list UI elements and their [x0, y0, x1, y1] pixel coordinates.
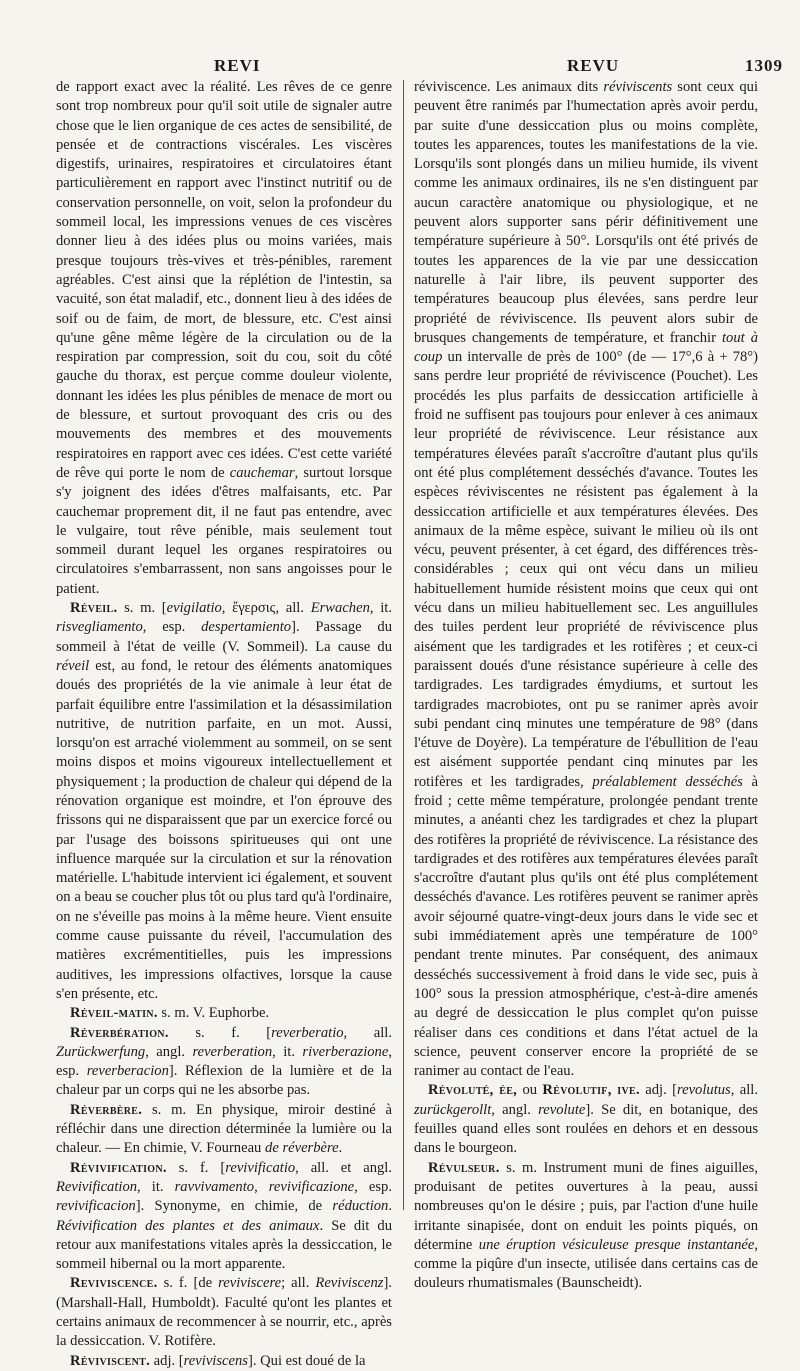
- left-column: [56, 78, 392, 1371]
- text-run: , all.: [343, 1024, 392, 1041]
- text-run: , all. et angl.: [295, 1159, 392, 1176]
- entry-headword: Reviviscence.: [70, 1275, 158, 1292]
- entry-headword: Réviviscent.: [70, 1352, 151, 1369]
- text-run: ,: [254, 1178, 269, 1195]
- italic-term: de réverbère: [265, 1140, 339, 1157]
- running-head-right: REVU: [567, 56, 620, 75]
- text-run: , ἔγερσις, all.: [221, 600, 311, 617]
- dictionary-entry: [56, 599, 392, 1004]
- dictionary-entry: [56, 1352, 392, 1371]
- text-run: , angl.: [491, 1101, 539, 1118]
- text-run: , it.: [272, 1043, 303, 1060]
- dictionary-entry: [414, 1159, 758, 1294]
- italic-term: evigilatio: [166, 600, 222, 617]
- italic-term: revolutus: [676, 1082, 731, 1099]
- text-run: s. f. [: [166, 1159, 226, 1176]
- right-column: [414, 78, 758, 1294]
- text-run: ou: [517, 1082, 543, 1099]
- text-run: sont ceux qui peuvent être ranimés par l'humectation après avoir perdu, par suite d'une dessiccation plus ou moins complète, toutes les apparences, toutes les manifestations de la vie. Lorsqu'ils sont plongés dans un milieu humide, ils vivent comme les animaux ordinaires, ils ne s'en distinguent par aucun caractère anatomique ou physiologique, et ne peuvent alors supporter sans périr définitivement une température supérieure à 50°. Lorsqu'ils ont été privés de toutes les apparences de la vie par une dessiccation naturelle à l'air libre, ils peuvent supporter des températures beaucoup plus élevées, sans perdre leur propriété de réviviscence. Ils peuvent alors subir de brusques changements de température, et franchir: [414, 79, 758, 346]
- text-run: s. m. En physique, miroir destiné à réfléchir dans une direction déterminée la lumière ou la chaleur. — En chimie, V. Fourneau: [56, 1101, 392, 1157]
- italic-term: cauchemar: [229, 464, 295, 481]
- text-run: s. m. [: [117, 600, 167, 617]
- text-run: , esp.: [142, 619, 202, 636]
- text-run: , angl.: [145, 1043, 193, 1060]
- dictionary-entry: [56, 1101, 392, 1159]
- text-run: , all.: [730, 1082, 758, 1099]
- italic-term: Zurückwerfung: [56, 1043, 146, 1060]
- text-run: ]. Qui est doué de la: [247, 1352, 366, 1369]
- entry-headword: Réveil-matin.: [70, 1005, 158, 1022]
- paragraph: [414, 78, 758, 1081]
- text-run: s. m. Instrument muni de fines aiguilles, produisant de petites ouvertures à la peau, aussi nombreuses qu'on le désire ; puis, par l'action d'une huile irritante sinapisée, dont on enduit les points piqués, on détermine: [414, 1159, 758, 1253]
- text-run: , it.: [137, 1178, 175, 1195]
- italic-term: reverberatio: [271, 1024, 344, 1041]
- italic-term: riverberazione: [302, 1043, 389, 1060]
- page-number: 1309: [745, 56, 783, 75]
- text-run: s. f. [: [168, 1024, 272, 1041]
- paragraph: [56, 78, 392, 599]
- dictionary-entry: [56, 1024, 392, 1101]
- italic-term: préalablement desséchés: [592, 773, 743, 790]
- entry-headword: Réverbère.: [70, 1101, 143, 1118]
- text-run: ]. (Marshall-Hall, Humboldt). Faculté qu'ont les plantes et certains animaux de recommencer à se nourrir, etc., après la dessiccation. V. Rotifère.: [56, 1275, 392, 1350]
- italic-term: revivificacion: [56, 1198, 136, 1215]
- text-run: ]. Passage du sommeil à l'état de veille (V. Sommeil). La cause du: [56, 619, 392, 655]
- italic-term: Erwachen: [310, 600, 370, 617]
- running-head-left: REVI: [214, 56, 261, 75]
- text-run: , surtout lorsque s'y joignent des idées d'êtres malfaisants, etc. Par cauchemar proprement dit, il ne faut pas entendre, avec le vulgaire, tout rêve pénible, mais seulement tout sommeil durant lequel les organes respiratoires ou circulatoires s'embarrassent, non sans angoisses pour le patient.: [56, 464, 392, 597]
- text-run: ]. Synonyme, en chimie, de: [135, 1198, 333, 1215]
- text-run: , esp.: [56, 1043, 392, 1080]
- text-run: ]. Réflexion de la lumière et de la chaleur par un corps qui ne les absorbe pas.: [56, 1063, 392, 1099]
- italic-term: reverberation: [192, 1043, 273, 1060]
- italic-term: reviviscere: [218, 1275, 282, 1292]
- italic-term: zurückgerollt: [414, 1101, 492, 1118]
- text-run: s. f. [de: [157, 1275, 219, 1292]
- italic-term: revivificatio: [225, 1159, 296, 1176]
- italic-term: Reviviscenz: [315, 1275, 384, 1292]
- italic-term: Revivification: [56, 1178, 138, 1195]
- dictionary-entry: [414, 1081, 758, 1158]
- italic-term: ravvivamento: [174, 1178, 255, 1195]
- italic-term: reviviscens: [183, 1352, 248, 1369]
- text-run: ; all.: [281, 1275, 316, 1292]
- entry-headword: Révolutif, ive.: [542, 1082, 640, 1099]
- column-rule: [403, 80, 404, 1210]
- dictionary-entry: [56, 1004, 392, 1023]
- text-run: est, au fond, le retour des éléments anatomiques doués des propriétés de la vie animale à leur état de parfait équilibre entre l'assimilation et la désassimilation nutritive, de nutrition parfaite, en un mot. Aussi, lorsqu'on est arraché violemment au sommeil, on se sent moins dispos et moins vigoureux intellectuellement et physiquement ; la production de chaleur qui dépend de la rénovation organique est moindre, et l'on éprouve des frissons qui ne disparaissent que par un exercice forcé ou par l'usage des boissons spiritueuses qui ont une influence marquée sur la circulation et sur la rénovation matérielle. L'habitude intervient ici également, et souvent on a beau se coucher plus tôt ou plus tard qu'à l'ordinaire, on ne s'éveille pas moins à la même heure. Vient ensuite comme cause puissante du réveil, l'accumulation des matières excrémentitielles, puis les impressions auditives, les impressions olfactives, lorsque la cause s'en présente, etc.: [56, 657, 392, 1002]
- text-run: .: [338, 1140, 343, 1157]
- italic-term: réviviscents: [603, 79, 673, 95]
- italic-term: despertamiento: [201, 619, 292, 636]
- entry-headword: Révivification.: [70, 1159, 167, 1176]
- text-run: à froid ; cette même température, prolongée pendant trente minutes, a anéanti chez les tardigrades et chez la plupart des rotifères la propriété de réviviscence. La résistance des tardigrades et des rotifères aux températures élevées paraît s'accroître d'autant plus qu'ils ont été plus complétement desséchés d'avance. Les rotifères peuvent se ranimer après avoir séjourné quatre-vingt-deux jours dans le vide sec et subi immédiatement après une température de 100° pendant trente minutes. Par conséquent, des animaux desséchés successivement à froid dans le vide sec, puis à 100° sous la pression atmosphérique, c'est-à-dire amenés au degré de dessiccation le plus complet qu'on puisse réaliser dans ces conditions et dans l'état actuel de la science, peuvent conserver encore la propriété de se ranimer au contact de l'eau.: [414, 773, 758, 1080]
- italic-term: reverberacion: [86, 1063, 169, 1080]
- text-run: .: [388, 1198, 392, 1215]
- entry-headword: Révoluté, ée,: [428, 1082, 518, 1099]
- entry-headword: Réveil.: [70, 600, 118, 617]
- text-run: . Se dit du retour aux manifestations vitales après la dessiccation, le sommeil hibernal ou la mort apparente.: [56, 1217, 393, 1273]
- text-run: de rapport exact avec la réalité. Les rêves de ce genre sont trop nombreux pour qu'il soit utile de signaler autre chose que le lien organique de ces actes de sensibilité, de pensée et de contractions viscérales. Les viscères digestifs, urinaires, respiratoires et circulatoires étant particulièrement en rapport avec l'instinct nutritif ou de conservation personnelle, on voit, selon la profondeur du sommeil local, les impressions venues de ces viscères donner lieu à des idées plus ou moins variées, mais presque toujours très-vives et très-pénibles, rarement agréables. C'est ainsi que la réplétion de l'intestin, sa vacuité, son état maladif, etc., donnent lieu à des idées de soif ou de faim, de mort, de blessure, etc. C'est ainsi qu'une gêne même légère de la circulation ou de la respiration par compression, soit du cou, soit du côté gauche du thorax, est perçue comme douleur violente, donnant les idées les plus pénibles de menace de mort ou de blessure, et surtout provoquant des cris ou des mouvements des membres et des mouvements respiratoires en rapport avec ces idées. C'est cette variété de rêve qui porte le nom de: [56, 79, 392, 481]
- text-run: s. m. V. Euphorbe.: [157, 1005, 270, 1022]
- dictionary-entry: [56, 1274, 392, 1351]
- entry-headword: Révulseur.: [428, 1159, 500, 1176]
- text-run: , comme la piqûre d'un insecte, utilisée dans certains cas de douleurs rhumatismales (Baunscheidt).: [414, 1236, 758, 1292]
- italic-term: Révivification des plantes et des animaux: [56, 1217, 320, 1234]
- italic-term: risvegliamento: [56, 619, 143, 636]
- italic-term: une éruption vésiculeuse presque instantanée: [478, 1236, 755, 1253]
- text-run: adj. [: [639, 1082, 677, 1099]
- text-run: réviviscence. Les animaux dits: [414, 79, 604, 95]
- text-run: ]. Se dit, en botanique, des feuilles quand elles sont roulées en dehors et en dessous dans le bourgeon.: [414, 1101, 758, 1157]
- italic-term: tout à coup: [414, 329, 758, 366]
- italic-term: réduction: [332, 1198, 389, 1215]
- text-run: , it.: [369, 600, 392, 617]
- text-run: adj. [: [150, 1352, 184, 1369]
- italic-term: revivificazione: [268, 1178, 355, 1195]
- text-run: , esp.: [354, 1178, 393, 1195]
- italic-term: revolute: [538, 1101, 586, 1118]
- dictionary-entry: [56, 1159, 392, 1275]
- italic-term: réveil: [56, 657, 90, 674]
- text-run: un intervalle de près de 100° (de — 17°,6 à + 78°) sans perdre leur propriété de réviviscence (Pouchet). Les procédés les plus parfaits de dessiccation artificielle à froid ne suffisent pas toujours pour enlever à ces animaux leur propriété de réviviscence. Leur résistance aux températures élevées paraît s'accroître d'autant plus qu'ils ont été plus complétement desséchés d'avance. Toutes les espèces réviviscentes ne résistent pas également à la dessiccation artificielle et aux températures élevées. Des animaux de la même espèce, suivant le milieu où ils ont vécu, peuvent présenter, à cet égard, des différences très-considérables ; ceux qui ont vécu dans un milieu habituellement humide résistent moins que ceux qui ont vécu dans un milieu habituellement sec. Les anguillules des tuiles perdent leur propriété de réviviscence plus aisément que les tardigrades et les rotifères ; et ceux-ci paraissent doués d'une résistance supérieure à celle des tardigrades. Les tardigrades émydiums, et surtout les tardigrades macrobiotes, ont pu se ranimer après avoir subi pendant cinq minutes une température de 98° (dans l'étuve de Doyère). La température de l'ébullition de l'eau est aisément supportée pendant cinq minutes par les rotifères et les tardigrades,: [414, 349, 758, 790]
- entry-headword: Réverbération.: [70, 1024, 169, 1041]
